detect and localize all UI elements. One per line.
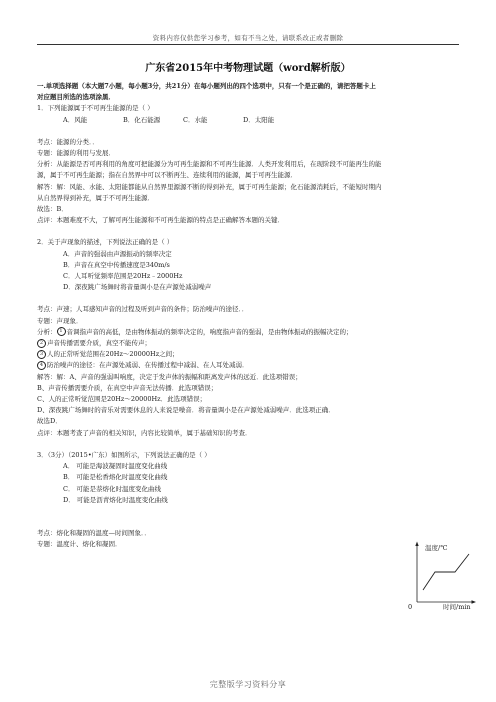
- q3-option-b: B． 可能是松香熔化时温度变化曲线: [63, 473, 168, 482]
- page-header: 资料内容仅供您学习参考，如有不当之处，请联系改正或者删除: [152, 34, 344, 42]
- q2-comment: 点评：本题考查了声音的相关知识，内容比较简单，属于基础知识的考查．: [37, 428, 252, 437]
- q1-option-b: B．化石能源: [123, 115, 161, 124]
- section-heading-line1: 一.单项选择题（本大题7小题，每小题3分，共21分）在每小题列出的四个选项中，只有一个是正确的，请把答题卡上: [37, 82, 376, 90]
- q2-fenxi-item-3: 人的正常听觉范围在20Hz～20000Hz之间；: [47, 350, 179, 359]
- q2-option-a: A．声音的强弱由声源振动的频率决定: [63, 249, 172, 258]
- q2-fenxi-label: 分析：: [37, 327, 57, 336]
- q1-answer: 故选：B．: [37, 205, 68, 214]
- q2-kaodian: 考点：声速；人耳感知声音的过程及听到声音的条件；防治噪声的途径．．: [37, 305, 249, 314]
- graph-x-label: 时间/min: [443, 603, 471, 610]
- q3-zhuanti: 专题：温度计、熔化和凝固．: [37, 540, 122, 549]
- circled-number-2: 2: [37, 339, 46, 348]
- q1-fenxi-2: 源，属于不可再生能源；指在自然界中可以不断再生、连续利用的能源，属于可再生能源．: [37, 171, 297, 180]
- q1-jieda-2: 从自然界得到补充，属于不可再生能源．: [37, 193, 154, 202]
- q2-fenxi-3: [37, 349, 467, 360]
- q2-fenxi-2: [37, 338, 467, 349]
- q1-options: [37, 115, 467, 126]
- q1-option-c: C．水能: [183, 115, 208, 124]
- q1-option-d: D．太阳能: [243, 115, 275, 124]
- q2-jieda-1: 解答：解：A、声音的强弱叫响度，决定于发声体的振幅和距离发声体的远近．此选项错误；: [37, 372, 302, 381]
- page-footer: 完整版学习资料分享: [209, 680, 287, 689]
- temperature-time-graph: [405, 540, 477, 610]
- q2-fenxi-item-1: 音调指声音的高低，是由物体振动的频率决定的，响度指声音的强弱，是由物体振动的振幅决定的；: [66, 327, 353, 336]
- q2-fenxi-item-2: 声音传播需要介质，真空不能传声；: [47, 339, 151, 348]
- q3-kaodian: 考点：熔化和凝固的温度—时间图象．．: [37, 528, 151, 537]
- document-title: 广东省2015年中考物理试题（word解析版）: [145, 63, 351, 74]
- graph-y-label: 温度/℃: [425, 544, 448, 552]
- q1-stem: 1．下列能源属于不可再生能源的是（ ）: [37, 104, 154, 113]
- document-body: [37, 81, 467, 550]
- q2-zhuanti: 专题：声现象．: [37, 316, 83, 325]
- q2-option-c: C．人耳听觉频率范围是20Hz﹣2000Hz: [63, 272, 183, 281]
- q2-option-d: D．深夜跳广场舞时将音量调小是在声源处减弱噪声: [63, 283, 212, 292]
- q1-comment: 点评：本题难度不大，了解可再生能源和不可再生能源的特点是正确解答本题的关键．: [37, 216, 284, 225]
- header-divider: [37, 44, 459, 45]
- q2-fenxi-1: [37, 327, 467, 338]
- q2-fenxi-4: [37, 360, 467, 371]
- q3-option-c: C． 可能是萘熔化时温度变化曲线: [63, 484, 162, 493]
- q2-jieda-4: D、深夜跳广场舞时的音乐对需要休息的人来说是噪音．将音量调小是在声源处减弱噪声．此选项正确．: [37, 406, 335, 415]
- circled-number-3: 3: [37, 350, 46, 359]
- graph-y-arrow: [415, 542, 418, 547]
- graph-curve: [423, 554, 469, 590]
- q3-stem: 3．（3分）（2015•广东）如图所示，下列说法正确的是（ ）: [37, 450, 211, 459]
- graph-x-arrow: [472, 600, 477, 603]
- circled-number-4: 4: [37, 361, 46, 370]
- graph-origin-label: 0: [408, 603, 413, 610]
- q1-fenxi-1: 分析：从能源是否可再利用的角度可把能源分为可再生能源和不可再生能源．人类开发利用后，在现阶段不可能再生的能: [37, 160, 382, 169]
- circled-number-1: 1: [57, 327, 66, 336]
- q2-jieda-3: C、人的正常听觉范围是20Hz～20000Hz．此选项错误；: [37, 395, 207, 404]
- q2-jieda-2: B、声音传播需要介质，在真空中声音无法传播．此选项错误；: [37, 383, 218, 392]
- q2-option-b: B．声音在真空中传播速度是340m/s: [63, 260, 170, 269]
- section-heading-line2: 对应题目所选的选项涂黑．: [37, 93, 115, 102]
- q2-stem: 2．关于声现象的描述，下列说法正确的是（ ）: [37, 238, 174, 247]
- q3-option-d: D． 可能是沥青熔化时温度变化曲线: [63, 495, 168, 504]
- q1-option-a: A．风能: [63, 115, 88, 124]
- q3-option-a: A． 可能是海波凝固时温度变化曲线: [63, 462, 168, 471]
- q1-zhuanti: 专题：能源的利用与发展．: [37, 149, 115, 158]
- q2-fenxi-item-4: 防治噪声的途径：在声源处减弱、在传播过程中减弱、在人耳处减弱．: [47, 361, 249, 370]
- q2-answer: 故选D．: [37, 417, 62, 426]
- q1-kaodian: 考点：能源的分类．．: [37, 137, 99, 146]
- q1-jieda-1: 解答：解：风能、水能、太阳能都能从自然界里源源不断的得到补充，属于可再生能源；化石能源消耗后，不能短时期内: [37, 182, 382, 191]
